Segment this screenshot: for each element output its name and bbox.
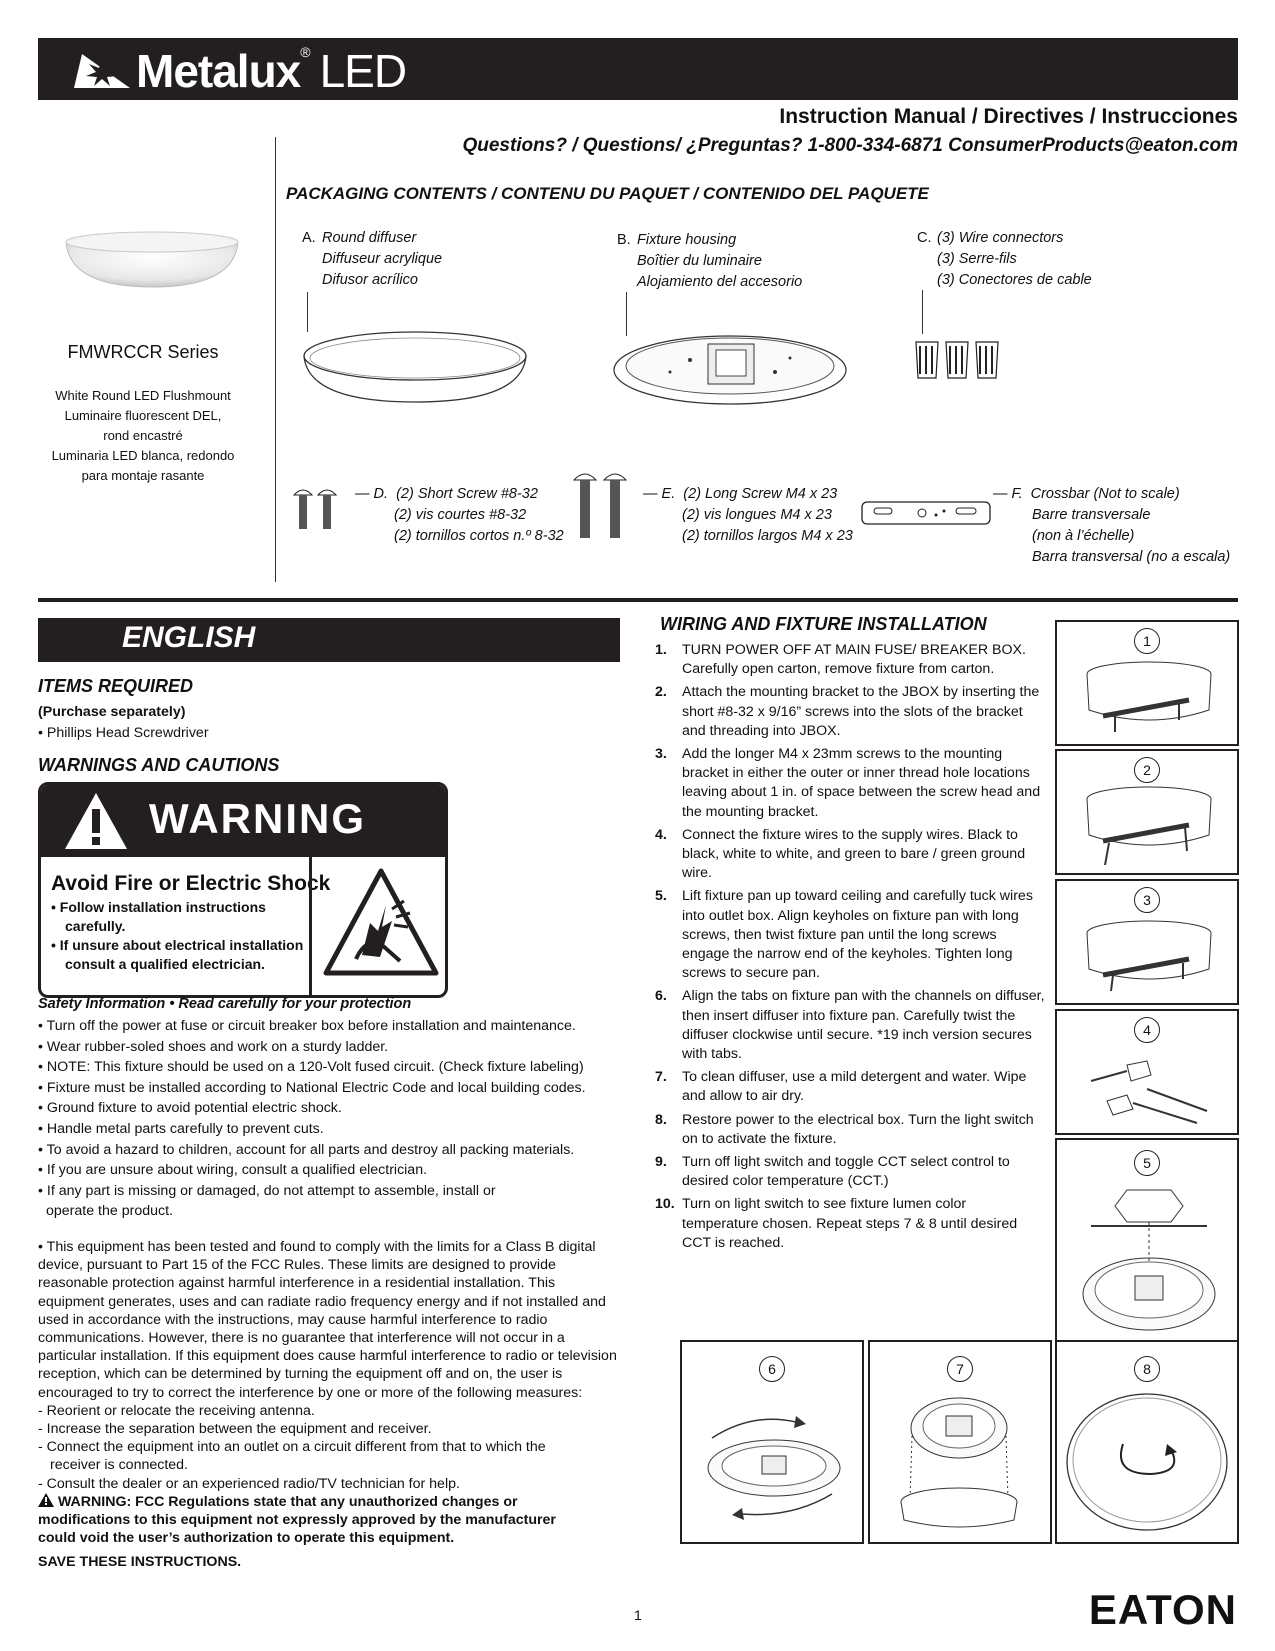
- figure-8: 8: [1055, 1340, 1239, 1544]
- wiring-step: 5. Lift fixture pan up toward ceiling and carefully tuck wires into outlet box. Align keyholes on fixture pan with long screws, then twist fixture pan until the long screws engage the narrow end of the keyholes. Tighten long screws to secure pan.: [655, 888, 1033, 982]
- figure-4: 4: [1055, 1009, 1239, 1135]
- figure-3: 3: [1055, 879, 1239, 1005]
- series-description: White Round LED Flushmount Luminaire fluorescent DEL, rond encastré Luminaria LED blanca, redondo para montaje rasante: [51, 388, 235, 483]
- pkg-item-b: B. Fixture housing Boîtier du luminaire Alojamiento del accesorio: [617, 232, 803, 290]
- contact-line: Questions? / Questions/ ¿Preguntas? 1-800-334-6871 ConsumerProducts@eaton.com: [462, 135, 1238, 156]
- warning-box: [38, 782, 448, 998]
- wiring-step: 10. Turn on light switch to see fixture lumen color temperature chosen. Repeat steps 7 & 8 until desired CCT is reached.: [655, 1196, 1018, 1251]
- section-divider: [38, 598, 1238, 602]
- figure-2: 2: [1055, 749, 1239, 875]
- pkg-item-d: — D. (2) Short Screw #8-32 (2) vis courtes #8-32 (2) tornillos cortos n.º 8-32: [355, 486, 564, 544]
- wiring-step: 3. Add the longer M4 x 23mm screws to the mounting bracket in either the outer or inner thread hole locations leaving about 1 in. of space between the screw head and the mounting bracket.: [655, 746, 1041, 820]
- short-screws-drawing: [292, 487, 342, 533]
- wiring-step: 6. Align the tabs on fixture pan with the channels on diffuser, then insert diffuser into fixture pan. Carefully twist the diffuser clockwise until secure. *19 inch version secures with tabs.: [655, 988, 1045, 1063]
- eaton-logo: EATON: [1088, 1586, 1237, 1633]
- series-name: FMWRCCR Series: [67, 342, 219, 362]
- product-image: [62, 212, 242, 290]
- pkg-item-e: — E. (2) Long Screw M4 x 23 (2) vis longues M4 x 23 (2) tornillos largos M4 x 23: [643, 486, 853, 544]
- figure-1: 1: [1055, 620, 1239, 746]
- metalux-star-icon: [72, 52, 132, 90]
- wiring-title: WIRING AND FIXTURE INSTALLATION: [660, 614, 987, 634]
- wiring-step: 4. Connect the fixture wires to the supply wires. Black to black, white to white, and green to bare / green ground wire.: [655, 826, 1026, 882]
- wiring-step: 8. Restore power to the electrical box. Turn the light switch on to activate the fixture.: [655, 1111, 1034, 1147]
- wiring-step: 2. Attach the mounting bracket to the JBOX by inserting the short #8-32 x 9/16” screws into the slots of the bracket and threading into JBOX.: [655, 684, 1040, 739]
- warning-subtitle: Avoid Fire or Electric Shock: [51, 872, 331, 895]
- packaging-title: PACKAGING CONTENTS / CONTENU DU PAQUET / CONTENIDO DEL PAQUETE: [286, 184, 929, 203]
- pkg-item-c: C. (3) Wire connectors (3) Serre-fils (3) Conectores de cable: [917, 230, 1092, 288]
- electric-shock-icon: [322, 865, 440, 985]
- wire-connectors-drawing: [912, 340, 1008, 386]
- sidebar-divider: [275, 137, 276, 582]
- safety-bullets: • Turn off the power at fuse or circuit breaker box before installation and maintenance. • Wear rubber-soled shoes and work on a sturdy ladder. • NOTE: This fixture should be used on a 120-Volt fused circuit. (Check fixture labeling) • Fixture must be installed according to National Electric Code and local building codes. • Ground fixture to avoid potential electric shock. • Handle metal parts carefully to prevent cuts. • To avoid a hazard to children, account for all parts and destroy all packing materials. • If you are unsure about wiring, consult a qualified electrician. • If any part is missing or damaged, do not attempt to assemble, install or operate the product.: [38, 1018, 586, 1220]
- pkg-item-f: — F. Crossbar (Not to scale) Barre transversale (non à l’échelle) Barra transversal (no a escala): [993, 486, 1231, 565]
- safety-info-line: Safety Information • Read carefully for your protection: [38, 996, 412, 1012]
- wiring-step: 1. TURN POWER OFF AT MAIN FUSE/ BREAKER BOX. Carefully open carton, remove fixture from carton.: [655, 642, 1026, 678]
- crossbar-drawing: [860, 496, 992, 530]
- warnings-title: WARNINGS AND CAUTIONS: [38, 755, 280, 775]
- figure-5: 5: [1055, 1138, 1239, 1342]
- round-diffuser-drawing: [300, 322, 530, 404]
- page-number: 1: [634, 1607, 642, 1623]
- wiring-step: 9. Turn off light switch and toggle CCT select control to desired color temperature (CCT.): [655, 1154, 1010, 1190]
- brand-suffix: LED: [319, 45, 407, 97]
- fcc-statement: • This equipment has been tested and found to comply with the limits for a Class B digital device, pursuant to Part 15 of the FCC Rules. These limits are designed to provide reasonable protection against harmful interference in a residential installation. This equipment generates, uses and can radiate radio frequency energy and if not installed and used in accordance with the instructions, may cause harmful interference to radio communications. However, there is no guarantee that interference will not occur in a particular installation. If this equipment does cause harmful interference to radio or television reception, which can be determined by turning the equipment off and on, the user is encouraged to try to correct the interference by one or more of the following measures: - Reorient or relocate the receiving antenna. - Increase the separation between the equipment and receiver. - Connect the equipment into an outlet on a circuit different from that to which the receiver is connected. - Consult the dealer or an experienced radio/TV technician for help. WARNING: FCC Regulations state that any unauthorized changes or modifications to this equipment not expressly approved by the manufacturer could void the user’s authorization to operate this equipment. SAVE THESE INSTRUCTIONS.: [38, 1239, 617, 1571]
- warning-triangle-icon: [63, 791, 129, 851]
- brand-logo: Metalux® LED: [136, 44, 407, 97]
- warning-bullets: • Follow installation instructions carefully. • If unsure about electrical installation consult a qualified electrician.: [51, 899, 304, 972]
- figure-7: 7: [868, 1340, 1052, 1544]
- wiring-step: 7. To clean diffuser, use a mild detergent and water. Wipe and allow to air dry.: [655, 1069, 1027, 1105]
- items-required-title: ITEMS REQUIRED: [38, 676, 194, 696]
- brand-name: Metalux: [136, 45, 301, 97]
- english-heading: ENGLISH: [122, 621, 256, 654]
- purchase-note: (Purchase separately): [38, 704, 186, 720]
- long-screws-drawing: [572, 470, 632, 540]
- manual-title: Instruction Manual / Directives / Instrucciones: [779, 105, 1238, 128]
- warning-word: WARNING: [149, 795, 366, 842]
- tool-item: • Phillips Head Screwdriver: [38, 725, 209, 741]
- figure-6: 6: [680, 1340, 864, 1544]
- wiring-steps: [655, 641, 1045, 1257]
- fixture-housing-drawing: [610, 330, 850, 410]
- fcc-warning-icon: [38, 1493, 54, 1507]
- pkg-item-a: A. Round diffuser Diffuseur acrylique Difusor acrílico: [302, 230, 443, 288]
